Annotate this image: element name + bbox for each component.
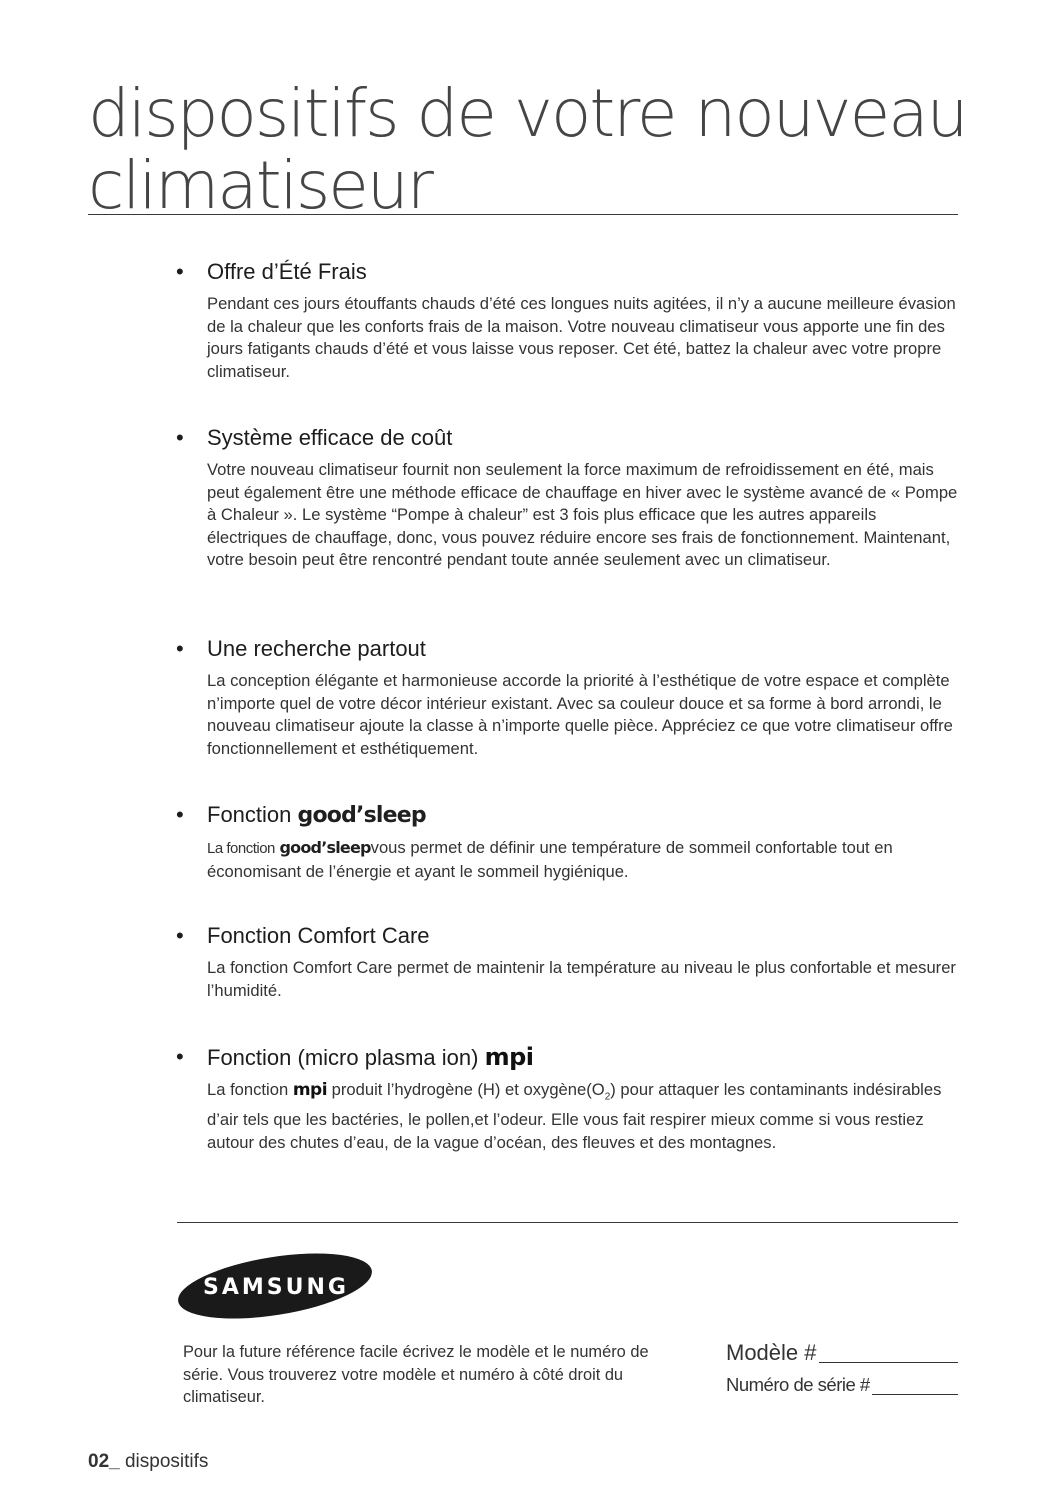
body-prefix: La fonction: [207, 840, 275, 857]
footer-note: Pour la future référence facile écrivez le modèle et le numéro de série. Vous trouverez votre modèle et numéro à côté droit du climatiseur.: [183, 1343, 649, 1407]
body-text-part-2: ) pour attaquer les contaminants indésirables d’air tels que les bactéries, le pollen,et l’odeur. Elle vous fait respirer mieux comme si vous restiez autour des chutes d’eau, de la vague d’océan, des fleuves et des montagnes.: [207, 1080, 942, 1152]
bullet-icon: •: [176, 636, 184, 661]
section-heading: [176, 1043, 961, 1072]
section-body: Votre nouveau climatiseur fournit non seulement la force maximum de refroidissement en été, mais peut également être une méthode efficace de chauffage en hiver avec le système avancé de « Pompe à Chaleur ». Le système “Pompe à chaleur” est 3 fois plus efficace que les autres appareils électriques de chauffage, donc, vous pouvez réduire encore ses frais de fonctionnement. Maintenant, votre besoin peut être rencontré pendant toute année seulement avec un climatiseur.: [207, 460, 958, 570]
serial-number-field[interactable]: [726, 1370, 958, 1400]
good-sleep-logo: good’sleep: [297, 803, 426, 828]
section-systeme-efficace: [176, 424, 961, 572]
model-serial-block: [726, 1338, 958, 1400]
heading-text: Système efficace de coût: [207, 425, 453, 450]
model-label: Modèle #: [726, 1340, 817, 1365]
section-mpi: [176, 1043, 961, 1154]
section-body: La fonction Comfort Care permet de maintenir la température au niveau le plus confortable et mesurer l’humidité.: [207, 958, 956, 1000]
model-blank-line[interactable]: [819, 1361, 958, 1363]
title-divider: [88, 214, 958, 215]
section-comfort-care: [176, 922, 961, 1002]
section-heading: [176, 258, 961, 286]
samsung-logo: [176, 1252, 376, 1320]
section-good-sleep: [176, 801, 961, 883]
bullet-icon: •: [176, 259, 184, 284]
mpi-logo: mpi: [484, 1043, 534, 1071]
serial-blank-line[interactable]: [872, 1393, 958, 1395]
bullet-icon: •: [176, 1044, 184, 1069]
section-body: [207, 837, 961, 883]
bullet-icon: •: [176, 923, 184, 948]
page-title: [88, 75, 967, 224]
section-offre-ete-frais: [176, 258, 961, 383]
heading-text: Fonction: [207, 802, 292, 827]
body-text: vous permet de définir une température de sommeil confortable tout en économisant de l’énergie et ayant le sommeil hygiénique.: [207, 838, 893, 881]
section-body: Pendant ces jours étouffants chauds d’été ces longues nuits agitées, il n’y a aucune meilleure évasion de la chaleur que les conforts frais de la maison. Votre nouveau climatiseur vous apporte une fin des jours fatigants chauds d’été et vous laisse vous reposer. Cet été, battez la chaleur avec votre propre climatiseur.: [207, 294, 956, 381]
model-number-field[interactable]: [726, 1338, 958, 1368]
heading-text: Fonction (micro plasma ion): [207, 1045, 479, 1070]
body-prefix: La fonction: [207, 1080, 289, 1099]
section-heading: [176, 801, 961, 830]
heading-text: Une recherche partout: [207, 636, 426, 661]
mpi-logo: mpi: [292, 1080, 328, 1100]
page-number: 02_: [88, 1451, 120, 1472]
heading-text: Fonction Comfort Care: [207, 923, 430, 948]
subscript-2: 2: [604, 1091, 611, 1103]
body-text-part-1: produit l’hydrogène (H) et oxygène(O: [331, 1080, 605, 1099]
section-heading: [176, 922, 961, 950]
heading-text: Offre d’Été Frais: [207, 259, 367, 284]
page-label: dispositifs: [119, 1451, 209, 1472]
page-footer: [88, 1451, 208, 1473]
page-title-line-1: dispositifs de votre nouveau: [88, 75, 967, 152]
section-body: La conception élégante et harmonieuse accorde la priorité à l’esthétique de votre espace et complète n’importe quel de votre décor intérieur existant. Avec sa couleur douce et sa forme à bord arrondi, le nouveau climatiseur ajoute la classe à n’importe quelle pièce. Appréciez ce que votre climatiseur offre fonctionnellement et esthétiquement.: [207, 671, 953, 758]
section-recherche-partout: [176, 635, 961, 760]
section-heading: [176, 424, 961, 452]
bullet-icon: •: [176, 802, 184, 827]
section-heading: [176, 635, 961, 663]
good-sleep-logo: good’sleep: [279, 838, 371, 857]
page-title-line-2: climatiseur: [88, 147, 432, 224]
footer-divider: [177, 1222, 958, 1223]
section-body: [207, 1079, 961, 1154]
bullet-icon: •: [176, 425, 184, 450]
logo-wordmark: SAMSUNG: [203, 1275, 349, 1300]
serial-label: Numéro de série #: [726, 1374, 870, 1395]
